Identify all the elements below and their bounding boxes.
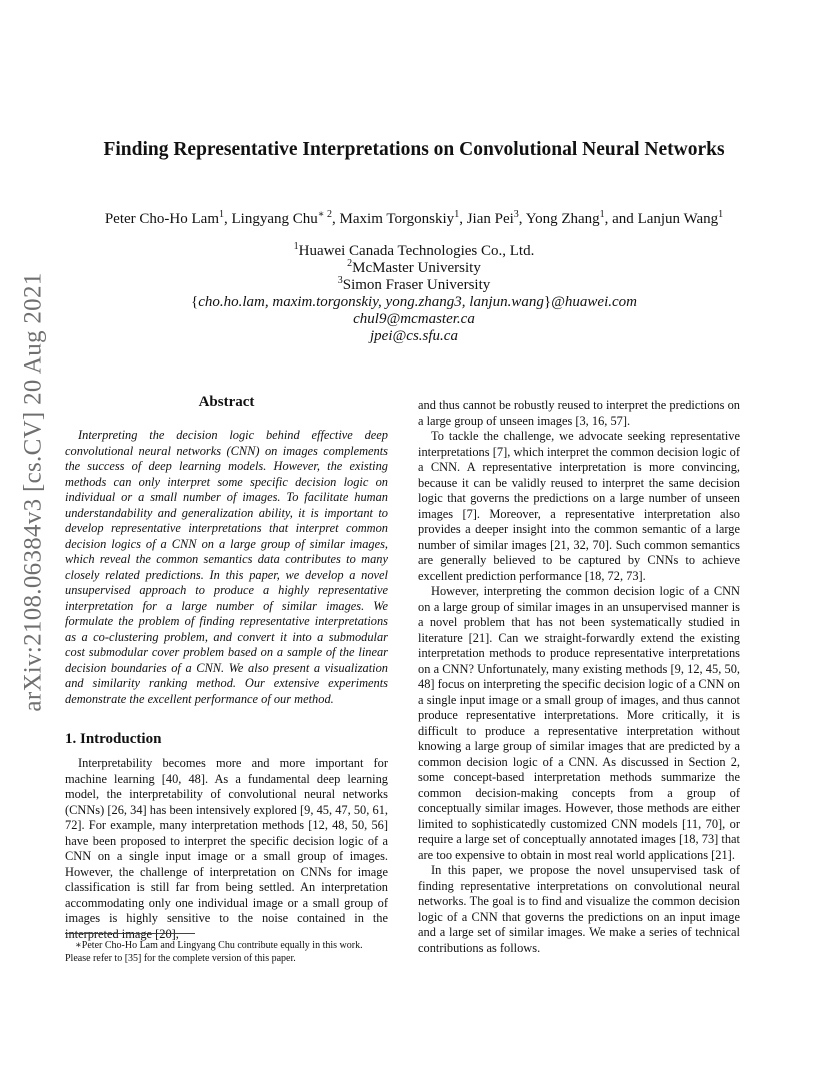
abstract-heading: Abstract (198, 394, 255, 410)
paragraph: In this paper, we propose the novel unsupervised task of finding representative interpretations on convolutional neural networks. The goal is to find and visualize the common decision logic of a CNN that governs the predictions on an input image and a large set of similar images. We make a series of technical contributions as follows. (418, 863, 740, 955)
author-name: Peter Cho-Ho Lam (104, 211, 219, 227)
author-name: Lingyang Chu (231, 211, 318, 227)
affiliation-sfu: $^3$Simon Fraser University (337, 275, 491, 293)
author-separator: , (518, 211, 526, 227)
introduction-left-column (65, 756, 388, 942)
paragraph-continuation: and thus cannot be robustly reused to interpret the predictions on a large group of unseen images [3, 16, 57]. (418, 398, 740, 428)
arxiv-identifier: arXiv:2108.06384v3 [cs.CV] 20 Aug 2021 (20, 272, 47, 712)
footnote-text: ∗Peter Cho-Ho Lam and Lingyang Chu contribute equally in this work. Please refer to [35] for the complete version of this paper. (65, 940, 363, 964)
abstract-body (65, 428, 388, 707)
email-huawei: {cho.ho.lam, maxim.torgonskiy, yong.zhang3, lanjun.wang}@huawei.com (191, 294, 637, 310)
affiliation-mcmaster: $^2$McMaster University (347, 258, 481, 276)
email-mcmaster: chul9@mcmaster.ca (353, 311, 475, 327)
footnote-rule (65, 933, 195, 934)
author-separator: , (223, 211, 232, 227)
email-huawei-users: cho.ho.lam, maxim.torgonskiy, yong.zhang3, lanjun.wang (198, 294, 544, 310)
paragraph: Interpretability becomes more and more important for machine learning [40, 48]. As a fundamental deep learning model, the interpretability of convolutional neural networks (CNNs) [26, 34] has been intensively explored [9, 45, 47, 50, 61, 72]. For example, many interpretation methods [12, 48, 50, 56] have been proposed to interpret the specific decision logic of a CNN on a single input image or a small group of images. However, the challenge of interpretation on CNNs for image classification is still far from being settled. An interpretation accommodating only one individual image or a small group of images is highly sensitive to the noise contained in the interpreted image [20], (65, 756, 388, 941)
author-name: Yong Zhang (525, 211, 600, 227)
author-affiliation-mark: 1 (718, 209, 724, 220)
author-affiliation-mark: 1 (218, 209, 224, 220)
paragraph: However, interpreting the common decision logic of a CNN on a large group of similar images in an unsupervised manner is a novel problem that has not been systematically studied in literature [21]. Can we straight-forwardly extend the existing interpretation methods to produce representative interpretations on a CNN? Unfortunately, many existing methods [9, 12, 45, 50, 48] focus on interpreting the specific decision logic of a CNN on a single input image or a small group of images, and thus cannot produce representative interpretations. More critically, it is difficult to produce a representative interpretation without knowing a large group of similar images that are predicted by a common decision logic of a CNN. As discussed in Section 2, some concept-based interpretation methods summarize the common decision-making concepts from a group of conceptually similar images. However, those methods are either limited to sophisticatedly customized CNN models [11, 70], or require a large set of conceptually annotated images [18, 73] that are too expensive to obtain in most real world applications [21]. (418, 584, 740, 862)
paper-title: Finding Representative Interpretations on Convolutional Neural Networks (103, 139, 725, 160)
introduction-right-column (418, 398, 740, 956)
author-list (40, 211, 788, 228)
author-name: Jian Pei (466, 211, 514, 227)
email-huawei-domain: @huawei.com (551, 294, 637, 310)
author-separator: , (332, 211, 340, 227)
author-affiliation-mark: ∗ 2 (317, 209, 333, 220)
author-name: Maxim Torgonskiy (339, 211, 455, 227)
section-heading-introduction: 1. Introduction (65, 731, 162, 747)
author-affiliation-mark: 1 (454, 209, 460, 220)
paragraph: To tackle the challenge, we advocate seeking representative interpretations [7], which interpret the common decision logic of a CNN. A representative interpretation is more convincing, because it can be validly reused to interpret the same decision logic that governs the predictions on a large number of unseen images [7]. Moreover, a representative interpretation also provides a deeper insight into the common semantic of a large number of similar images [21, 32, 70]. Such common semantics are generally believed to be captured by CNNs to achieve excellent prediction performance [18, 72, 73]. (418, 429, 740, 583)
footnote (65, 940, 388, 965)
author-separator: , and (604, 211, 638, 227)
author-name: Lanjun Wang (637, 211, 719, 227)
affiliation-huawei: $^1$Huawei Canada Technologies Co., Ltd. (293, 241, 535, 259)
affiliation-block (100, 243, 728, 345)
author-separator: , (459, 211, 467, 227)
abstract-text: Interpreting the decision logic behind effective deep convolutional neural networks (CNN) on images complements the success of deep learning models. However, the existing methods can only interpret some specific decision logic on individual or a small number of images. To facilitate human understandability and generalization ability, it is important to develop representative interpretations that interpret common decision logics of a CNN on a large group of similar images, which reveal the common semantics data contributes to many closely related predictions. In this paper, we develop a novel unsupervised approach to produce a highly representative interpretation for a large number of similar images. We formulate the problem of finding representative interpretations as a co-clustering problem, and convert it into a submodular cost submodular cover problem based on a sample of the linear decision boundaries of a CNN. We also present a visualization and similarity ranking method. Our extensive experiments demonstrate the excellent performance of our method. (65, 428, 388, 706)
arxiv-side-stamp (4, 272, 64, 712)
author-affiliation-mark: 1 (599, 209, 605, 220)
email-sfu: jpei@cs.sfu.ca (370, 328, 458, 344)
author-affiliation-mark: 3 (513, 209, 519, 220)
